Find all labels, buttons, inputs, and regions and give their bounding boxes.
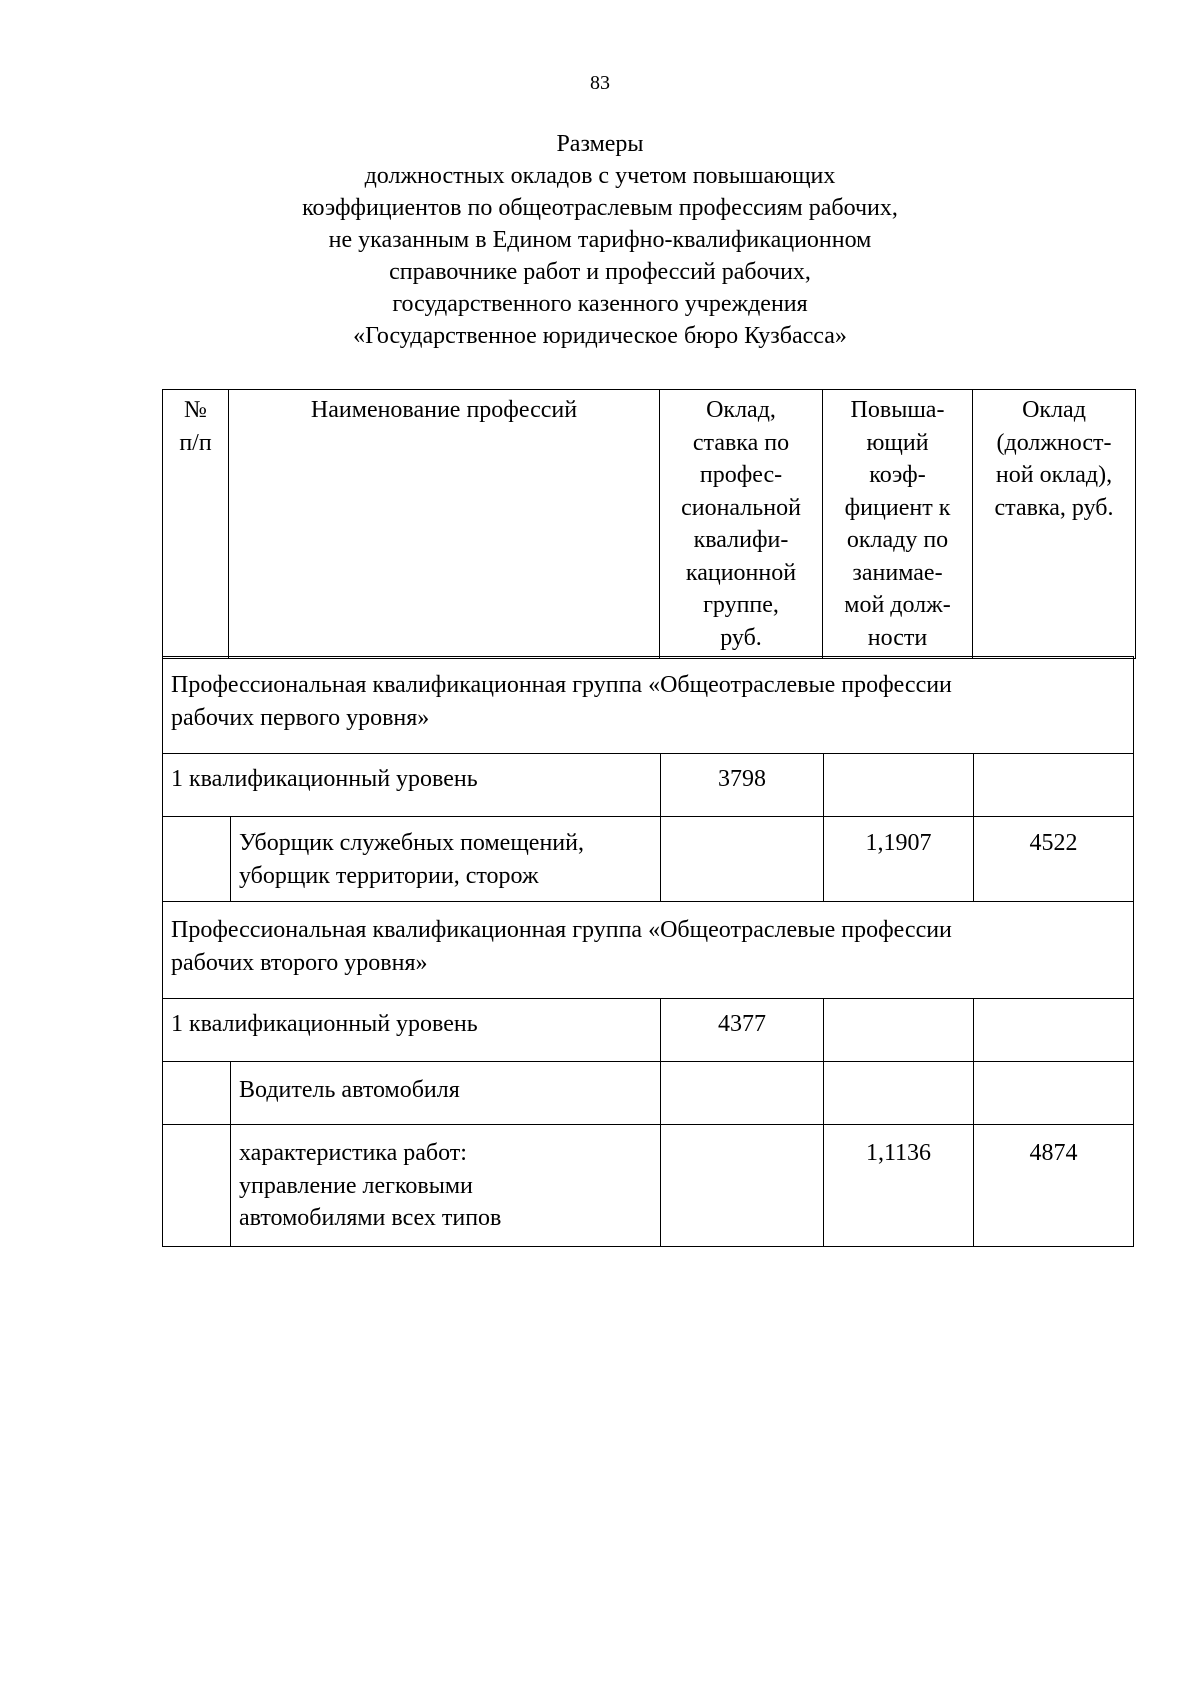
coefficient: 1,1907 (824, 817, 974, 902)
level-label: 1 квалификационный уровень (163, 999, 661, 1062)
table-row (163, 1062, 1134, 1125)
header-text: сиональной (681, 494, 801, 521)
table-row (163, 817, 1134, 902)
header-text: квалифи- (693, 527, 789, 553)
empty-cell (974, 1062, 1134, 1125)
header-final (973, 390, 1136, 659)
table-row (163, 902, 1134, 999)
level-label: 1 квалификационный уровень (163, 754, 661, 817)
group-title (163, 657, 1134, 754)
header-text: коэф- (869, 462, 926, 488)
group-title-line: Профессиональная квалификационная группа «Общеотраслевые профессии (171, 917, 952, 943)
empty-cell (661, 1125, 824, 1247)
header-text: п/п (179, 429, 212, 456)
characteristic-line: автомобилями всех типов (239, 1205, 502, 1231)
profession-line: уборщик территории, сторож (239, 862, 539, 889)
table-row (163, 999, 1134, 1062)
level-salary: 4377 (661, 999, 824, 1062)
header-text: мой долж- (844, 592, 951, 618)
header-name (229, 390, 660, 659)
table-row (163, 657, 1134, 754)
empty-cell (824, 754, 974, 817)
header-text: руб. (720, 624, 762, 651)
page-number: 83 (590, 72, 610, 94)
empty-cell (824, 1062, 974, 1125)
characteristic-line: характеристика работ: (239, 1140, 467, 1166)
header-text: Повыша- (850, 397, 945, 423)
group-title-line: рабочих второго уровня» (171, 949, 428, 976)
table-row (163, 754, 1134, 817)
coefficient: 1,1136 (824, 1125, 974, 1247)
work-characteristic (231, 1125, 661, 1247)
header-text: профес- (699, 462, 783, 488)
header-coef (823, 390, 973, 659)
title-line: государственного казенного учреждения (392, 291, 808, 317)
document-title (200, 128, 1000, 352)
final-salary: 4874 (974, 1125, 1134, 1247)
table-row (163, 1125, 1134, 1247)
header-text: окладу по (846, 527, 949, 553)
empty-cell (163, 1062, 231, 1125)
group-title-line: рабочих первого уровня» (171, 704, 430, 731)
profession-line: Уборщик служебных помещений, (239, 830, 584, 856)
table-body (162, 656, 1134, 1247)
title-line: должностных окладов с учетом повышающих (364, 163, 836, 189)
empty-cell (661, 1062, 824, 1125)
group-title (163, 902, 1134, 999)
header-text: ности (867, 624, 928, 651)
header-text: Оклад, (706, 397, 776, 423)
header-text: (должност- (996, 429, 1112, 456)
level-salary: 3798 (661, 754, 824, 817)
empty-cell (163, 1125, 231, 1247)
profession-name: Водитель автомобиля (231, 1062, 661, 1125)
header-text: ставка по (692, 429, 790, 456)
header-text: Наименование профессий (310, 397, 578, 423)
empty-cell (974, 754, 1134, 817)
header-text: группе, (703, 592, 779, 618)
header-text: ющий (866, 429, 929, 456)
header-salary (660, 390, 823, 659)
table-header (162, 389, 1136, 659)
title-line: не указанным в Едином тарифно-квалификационном (328, 227, 872, 253)
empty-cell (163, 817, 231, 902)
final-salary: 4522 (974, 817, 1134, 902)
header-text: фициент к (844, 494, 951, 521)
empty-cell (824, 999, 974, 1062)
title-line: «Государственное юридическое бюро Кузбасса» (353, 323, 847, 349)
characteristic-line: управление легковыми (239, 1172, 473, 1199)
header-num (163, 390, 229, 659)
empty-cell (661, 817, 824, 902)
header-text: занимае- (852, 559, 943, 586)
header-text: Оклад (1022, 397, 1086, 423)
header-text: кационной (685, 559, 797, 586)
header-text: ной оклад), (995, 462, 1113, 488)
header-text: ставка, руб. (994, 494, 1114, 521)
title-line: Размеры (556, 131, 644, 157)
header-text: № (184, 397, 207, 423)
profession-name (231, 817, 661, 902)
group-title-line: Профессиональная квалификационная группа «Общеотраслевые профессии (171, 672, 952, 698)
empty-cell (974, 999, 1134, 1062)
title-line: коэффициентов по общеотраслевым профессиям рабочих, (302, 195, 898, 221)
title-line: справочнике работ и профессий рабочих, (389, 259, 811, 285)
